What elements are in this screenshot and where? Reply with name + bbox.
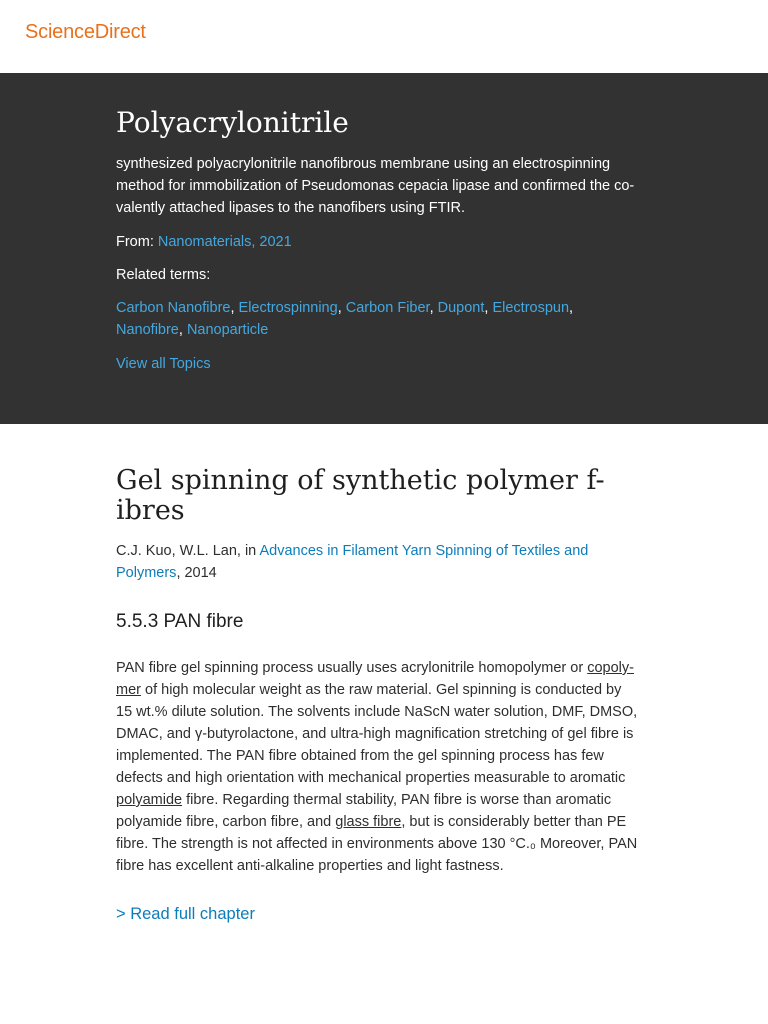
topic-summary (0, 73, 768, 424)
term-link-glass-fibre[interactable]: glass fibre (335, 814, 402, 830)
section-body: PAN fibre gel spinning process usually uses acrylonitrile homopolymer or copoly-mer of high molecular weight as the raw material. Gel spinning is conducted by 15 wt.% dilute solution. The solvents include NaScN water solution, DMF, DMSO, DMAC, and γ-butyrolactone, and ultra-high magnification stretching of gel fibre is implemented. The PAN fibre obtained from the gel spinning process has few defects and high orientation with mechanical properties measurable to aromatic polyamide fibre. Regarding thermal stability, PAN fibre is worse than aromatic polyamide fibre, carbon fibre, and glass fibre, but is considerably better than PE fibre. The strength is not affected in environments above 130 °C.₀ Moreover, PAN fibre has excellent anti-alkaline properties and light fastness. (116, 660, 638, 874)
topic-title: Polyacrylonitrile (116, 106, 349, 139)
related-term-link[interactable]: Electrospinning (238, 300, 338, 316)
related-term-link[interactable]: Nanoparticle (186, 322, 269, 338)
view-all-topics (116, 353, 641, 375)
related-term-link[interactable]: Carbon Nanofibre (116, 300, 231, 316)
related-terms-list: Carbon Nanofibre, Electrospinning, Carbon Fiber, Dupont, Electrospun, Nanofibre, Nanoparticle (116, 300, 574, 338)
source-link[interactable]: Nanomaterials, 2021 (157, 234, 292, 250)
chapter-year: , 2014 (176, 565, 217, 581)
chapter-excerpt (0, 424, 641, 924)
chapter-byline (116, 540, 641, 584)
related-term-link[interactable]: Carbon Fiber (345, 300, 430, 316)
from-label: From: (116, 234, 154, 250)
view-all-topics-link[interactable]: View all Topics (116, 356, 211, 372)
sciencedirect-logo[interactable]: ScienceDirect (25, 21, 146, 43)
related-term-link[interactable]: Dupont (437, 300, 485, 316)
related-term-link[interactable]: Electrospun (492, 300, 570, 316)
related-terms-label: Related terms: (116, 267, 211, 283)
term-link-polyamide[interactable]: polyamide (116, 792, 183, 808)
section-title: 5.5.3 PAN fibre (116, 611, 244, 632)
term-link-copolymer[interactable]: copoly-mer (116, 660, 634, 698)
top-bar (0, 0, 768, 73)
chapter-title: Gel spinning of synthetic polymer f-ibres (116, 465, 605, 526)
chapter-authors: C.J. Kuo, W.L. Lan, in (116, 543, 257, 559)
read-full-chapter-link[interactable]: > Read full chapter (116, 905, 255, 923)
related-term-link[interactable]: Nanofibre (116, 322, 179, 338)
topic-definition: synthesized polyacrylonitrile nanofibrous membrane using an electrospinning method for immobilization of Pseudomonas cepacia lipase and confirmed the co-valently attached lipases to the nanofibers using FTIR. (116, 156, 635, 216)
topic-source (116, 231, 641, 253)
book-link[interactable]: Advances in Filament Yarn Spinning of Textiles and Polymers (116, 543, 589, 581)
